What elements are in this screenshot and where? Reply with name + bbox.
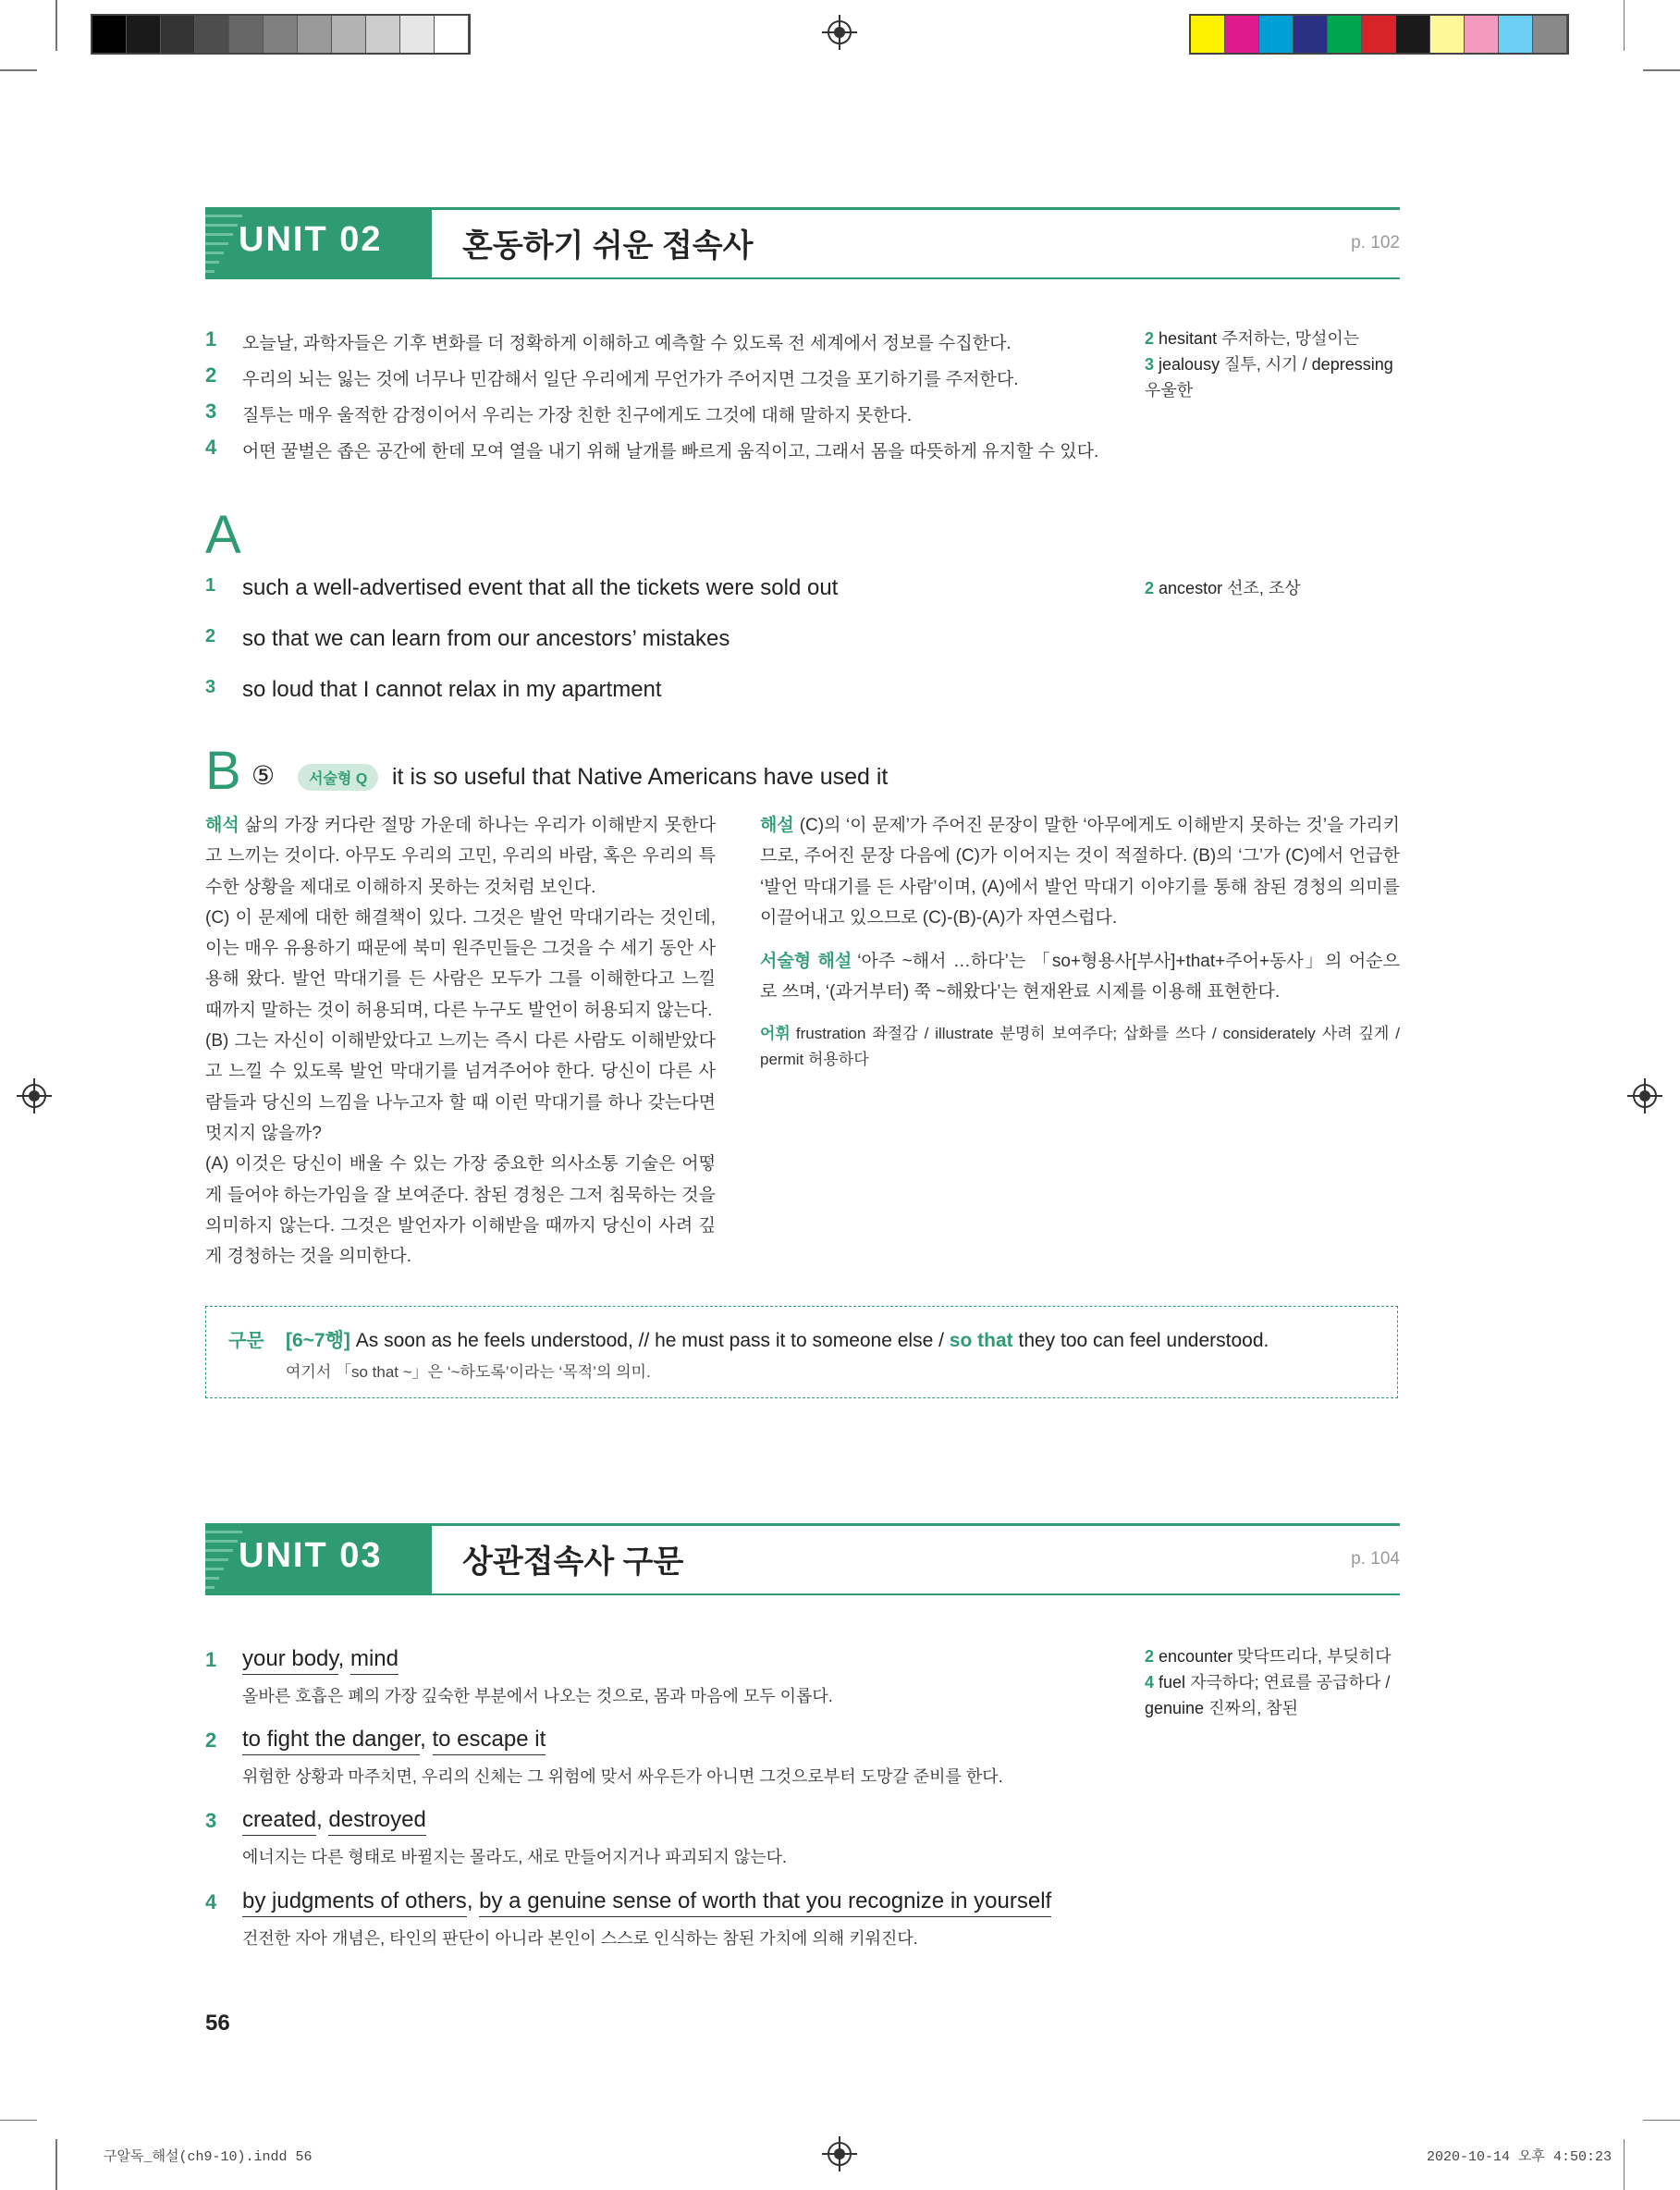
item-number: 3 <box>205 677 216 697</box>
unit-label: UNIT 02 <box>239 220 383 259</box>
vocab-note: 2 ancestor 선조, 조상 <box>1145 579 1301 597</box>
color-swatch <box>195 16 229 53</box>
item-number: 3 <box>205 400 217 423</box>
registration-mark-icon <box>828 20 852 44</box>
answer-line: created, destroyed <box>242 1807 426 1833</box>
print-timestamp: 2020-10-14 오후 4:50:23 <box>1426 2149 1612 2165</box>
unit-02-badge <box>205 207 432 279</box>
color-swatch <box>1225 16 1259 53</box>
item-number: 1 <box>205 575 216 596</box>
crop-mark <box>1643 69 1680 71</box>
registration-mark-icon <box>22 1084 46 1108</box>
translation-line: 우리의 뇌는 잃는 것에 너무나 민감해서 일단 우리에게 무언가가 주어지면 그것을 포기하기를 주저한다. <box>242 370 1019 389</box>
color-swatch <box>400 16 435 53</box>
page-number: 56 <box>205 2011 230 2036</box>
item-number: 2 <box>205 1729 217 1752</box>
color-swatch <box>1259 16 1294 53</box>
color-swatch <box>435 16 469 53</box>
gray-color-bar <box>91 14 471 55</box>
unit-title: 혼동하기 쉬운 접속사 <box>462 228 754 264</box>
crop-mark <box>55 2139 57 2190</box>
section-a-letter: A <box>205 505 241 565</box>
color-swatch <box>298 16 332 53</box>
grammar-box <box>205 1306 1398 1398</box>
item-number: 1 <box>205 327 217 351</box>
answer-line: so loud that I cannot relax in my apartment <box>242 677 662 702</box>
color-swatch <box>1328 16 1362 53</box>
descriptive-q-tag: 서술형 Q <box>298 764 378 791</box>
color-swatch <box>1362 16 1396 53</box>
descriptive-answer: it is so useful that Native Americans have used it <box>392 764 889 790</box>
color-swatch <box>264 16 298 53</box>
item-number: 3 <box>205 1809 217 1832</box>
unit-label: UNIT 03 <box>239 1536 383 1575</box>
translation-line: 어떤 꿀벌은 좁은 공간에 한데 모여 열을 내기 위해 날개를 빠르게 움직이고, 그래서 몸을 따뜻하게 유지할 수 있다. <box>242 442 1099 461</box>
vocab-note: 2 hesitant 주저하는, 망설이는 3 jealousy 질투, 시기 / depressing 우울한 <box>1145 329 1393 400</box>
answer-line: so that we can learn from our ancestors’ mistakes <box>242 626 730 651</box>
file-info: 구알독_해설(ch9-10).indd 56 <box>104 2149 313 2165</box>
color-bar <box>1189 14 1569 55</box>
translation-line: 오늘날, 과학자들은 기후 변화를 더 정확하게 이해하고 예측할 수 있도록 전 세계에서 정보를 수집한다. <box>242 334 1012 353</box>
crop-mark <box>0 2120 37 2122</box>
page-reference: p. 102 <box>1351 233 1400 252</box>
color-swatch <box>127 16 161 53</box>
section-b-letter: B <box>205 741 241 801</box>
page-reference: p. 104 <box>1351 1549 1400 1569</box>
answer-line: such a well-advertised event that all the tickets were sold out <box>242 575 839 600</box>
grammar-label: 구문 <box>228 1331 264 1351</box>
grammar-note: 여기서 「so that ~」은 ‘~하도록’이라는 ‘목적’의 의미. <box>286 1363 651 1381</box>
item-number: 2 <box>205 363 217 387</box>
color-swatch <box>161 16 195 53</box>
unit-03-badge <box>205 1523 432 1595</box>
unit-title: 상관접속사 구문 <box>462 1544 684 1580</box>
crop-mark <box>1624 0 1625 51</box>
color-swatch <box>1294 16 1328 53</box>
translation-line: 위험한 상황과 마주치면, 우리의 신체는 그 위험에 맞서 싸우든가 아니면 그것으로부터 도망갈 준비를 한다. <box>242 1767 1003 1786</box>
color-swatch <box>92 16 127 53</box>
crop-mark <box>0 69 37 71</box>
color-swatch <box>1499 16 1533 53</box>
color-swatch <box>1396 16 1430 53</box>
translation-line: 질투는 매우 울적한 감정이어서 우리는 가장 친한 친구에게도 그것에 대해 말하지 못한다. <box>242 406 913 425</box>
grammar-sentence: [6~7행] As soon as he feels understood, // he must pass it to someone else / so that they too can feel understood. <box>286 1330 1269 1351</box>
registration-mark-icon <box>828 2142 852 2166</box>
crop-mark <box>55 0 57 51</box>
answer-line: your body, mind <box>242 1646 399 1672</box>
color-swatch <box>229 16 264 53</box>
color-swatch <box>1430 16 1465 53</box>
explanation-paragraph: 해설 (C)의 ‘이 문제’가 주어진 문장이 말한 ‘아무에게도 이해받지 못하는 것’을 가리키므로, 주어진 문장 다음에 (C)가 이어지는 것이 적절하다. (B)의 ‘그’가 (C)에서 언급한 ‘발언 막대기를 든 사람’이며, (A)에서 발언 막대기 이야기를 통해 참된 경청의 의미를 이끌어내고 있으므로 (C)-(B)-(A)가 자연스럽다. 서술형 해설 ‘아주 ~해서 …하다’는 「so+형용사[부사]+that+주어+동사」의 어순으로 쓰며, ‘(과거부터) 쭉 ~해왔다’는 현재완료 시제를 이용해 표현한다. 어휘 frustration 좌절감 / illustrate 분명히 보여주다; 삽화를 쓰다 / considerately 사려 깊게 / permit 허용하다 <box>760 816 1400 1068</box>
answer-line: to fight the danger, to escape it <box>242 1727 546 1753</box>
registration-mark-icon <box>1633 1084 1657 1108</box>
item-number: 2 <box>205 626 216 646</box>
color-swatch <box>332 16 366 53</box>
crop-mark <box>1624 2139 1625 2190</box>
answer-line: by judgments of others, by a genuine sense of worth that you recognize in yourself <box>242 1889 1051 1914</box>
translation-line: 올바른 호흡은 폐의 가장 깊숙한 부분에서 나오는 것으로, 몸과 마음에 모두 이롭다. <box>242 1687 833 1705</box>
color-swatch <box>1465 16 1499 53</box>
unit-02-header <box>205 207 1400 279</box>
vocab-note: 2 encounter 맞닥뜨리다, 부딪히다 4 fuel 자극하다; 연료를 공급하다 / genuine 진짜의, 참된 <box>1145 1647 1392 1717</box>
answer-choice: ⑤ <box>251 761 276 790</box>
unit-03-header <box>205 1523 1400 1595</box>
color-swatch <box>1533 16 1567 53</box>
color-swatch <box>1191 16 1225 53</box>
item-number: 1 <box>205 1648 217 1671</box>
crop-mark <box>1643 2120 1680 2122</box>
item-number: 4 <box>205 436 217 459</box>
item-number: 4 <box>205 1890 217 1913</box>
color-swatch <box>366 16 400 53</box>
translation-line: 에너지는 다른 형태로 바뀔지는 몰라도, 새로 만들어지거나 파괴되지 않는다. <box>242 1848 788 1866</box>
translation-line: 건전한 자아 개념은, 타인의 판단이 아니라 본인이 스스로 인식하는 참된 가치에 의해 키워진다. <box>242 1929 918 1948</box>
translation-paragraph: 해석 삶의 가장 커다란 절망 가운데 하나는 우리가 이해받지 못한다고 느끼는 것이다. 아무도 우리의 고민, 우리의 바람, 혹은 우리의 특수한 상황을 제대로 이해하지 못하는 것처럼 보인다. (C) 이 문제에 대한 해결책이 있다. 그것은 발언 막대기라는 것인데, 이는 매우 유용하기 때문에 북미 원주민들은 그것을 수 세기 동안 사용해 왔다. 발언 막대기를 든 사람은 모두가 그를 이해한다고 느낄 때까지 말하는 것이 허용되며, 다른 누구도 발언이 허용되지 않는다. (B) 그는 자신이 이해받았다고 느끼는 즉시 다른 사람도 이해받았다고 느낄 수 있도록 발언 막대기를 넘겨주어야 한다. 당신이 다른 사람들과 당신의 느낌을 나누고자 할 때 이런 막대기를 하나 갖는다면 멋지지 않을까? (A) 이것은 당신이 배울 수 있는 가장 중요한 의사소통 기술은 어떻게 들어야 하는가임을 잘 보여준다. 참된 경청은 그저 침묵하는 것을 의미하지 않는다. 그것은 발언자가 이해받을 때까지 당신이 사려 깊게 경청하는 것을 의미한다. <box>205 816 716 1267</box>
